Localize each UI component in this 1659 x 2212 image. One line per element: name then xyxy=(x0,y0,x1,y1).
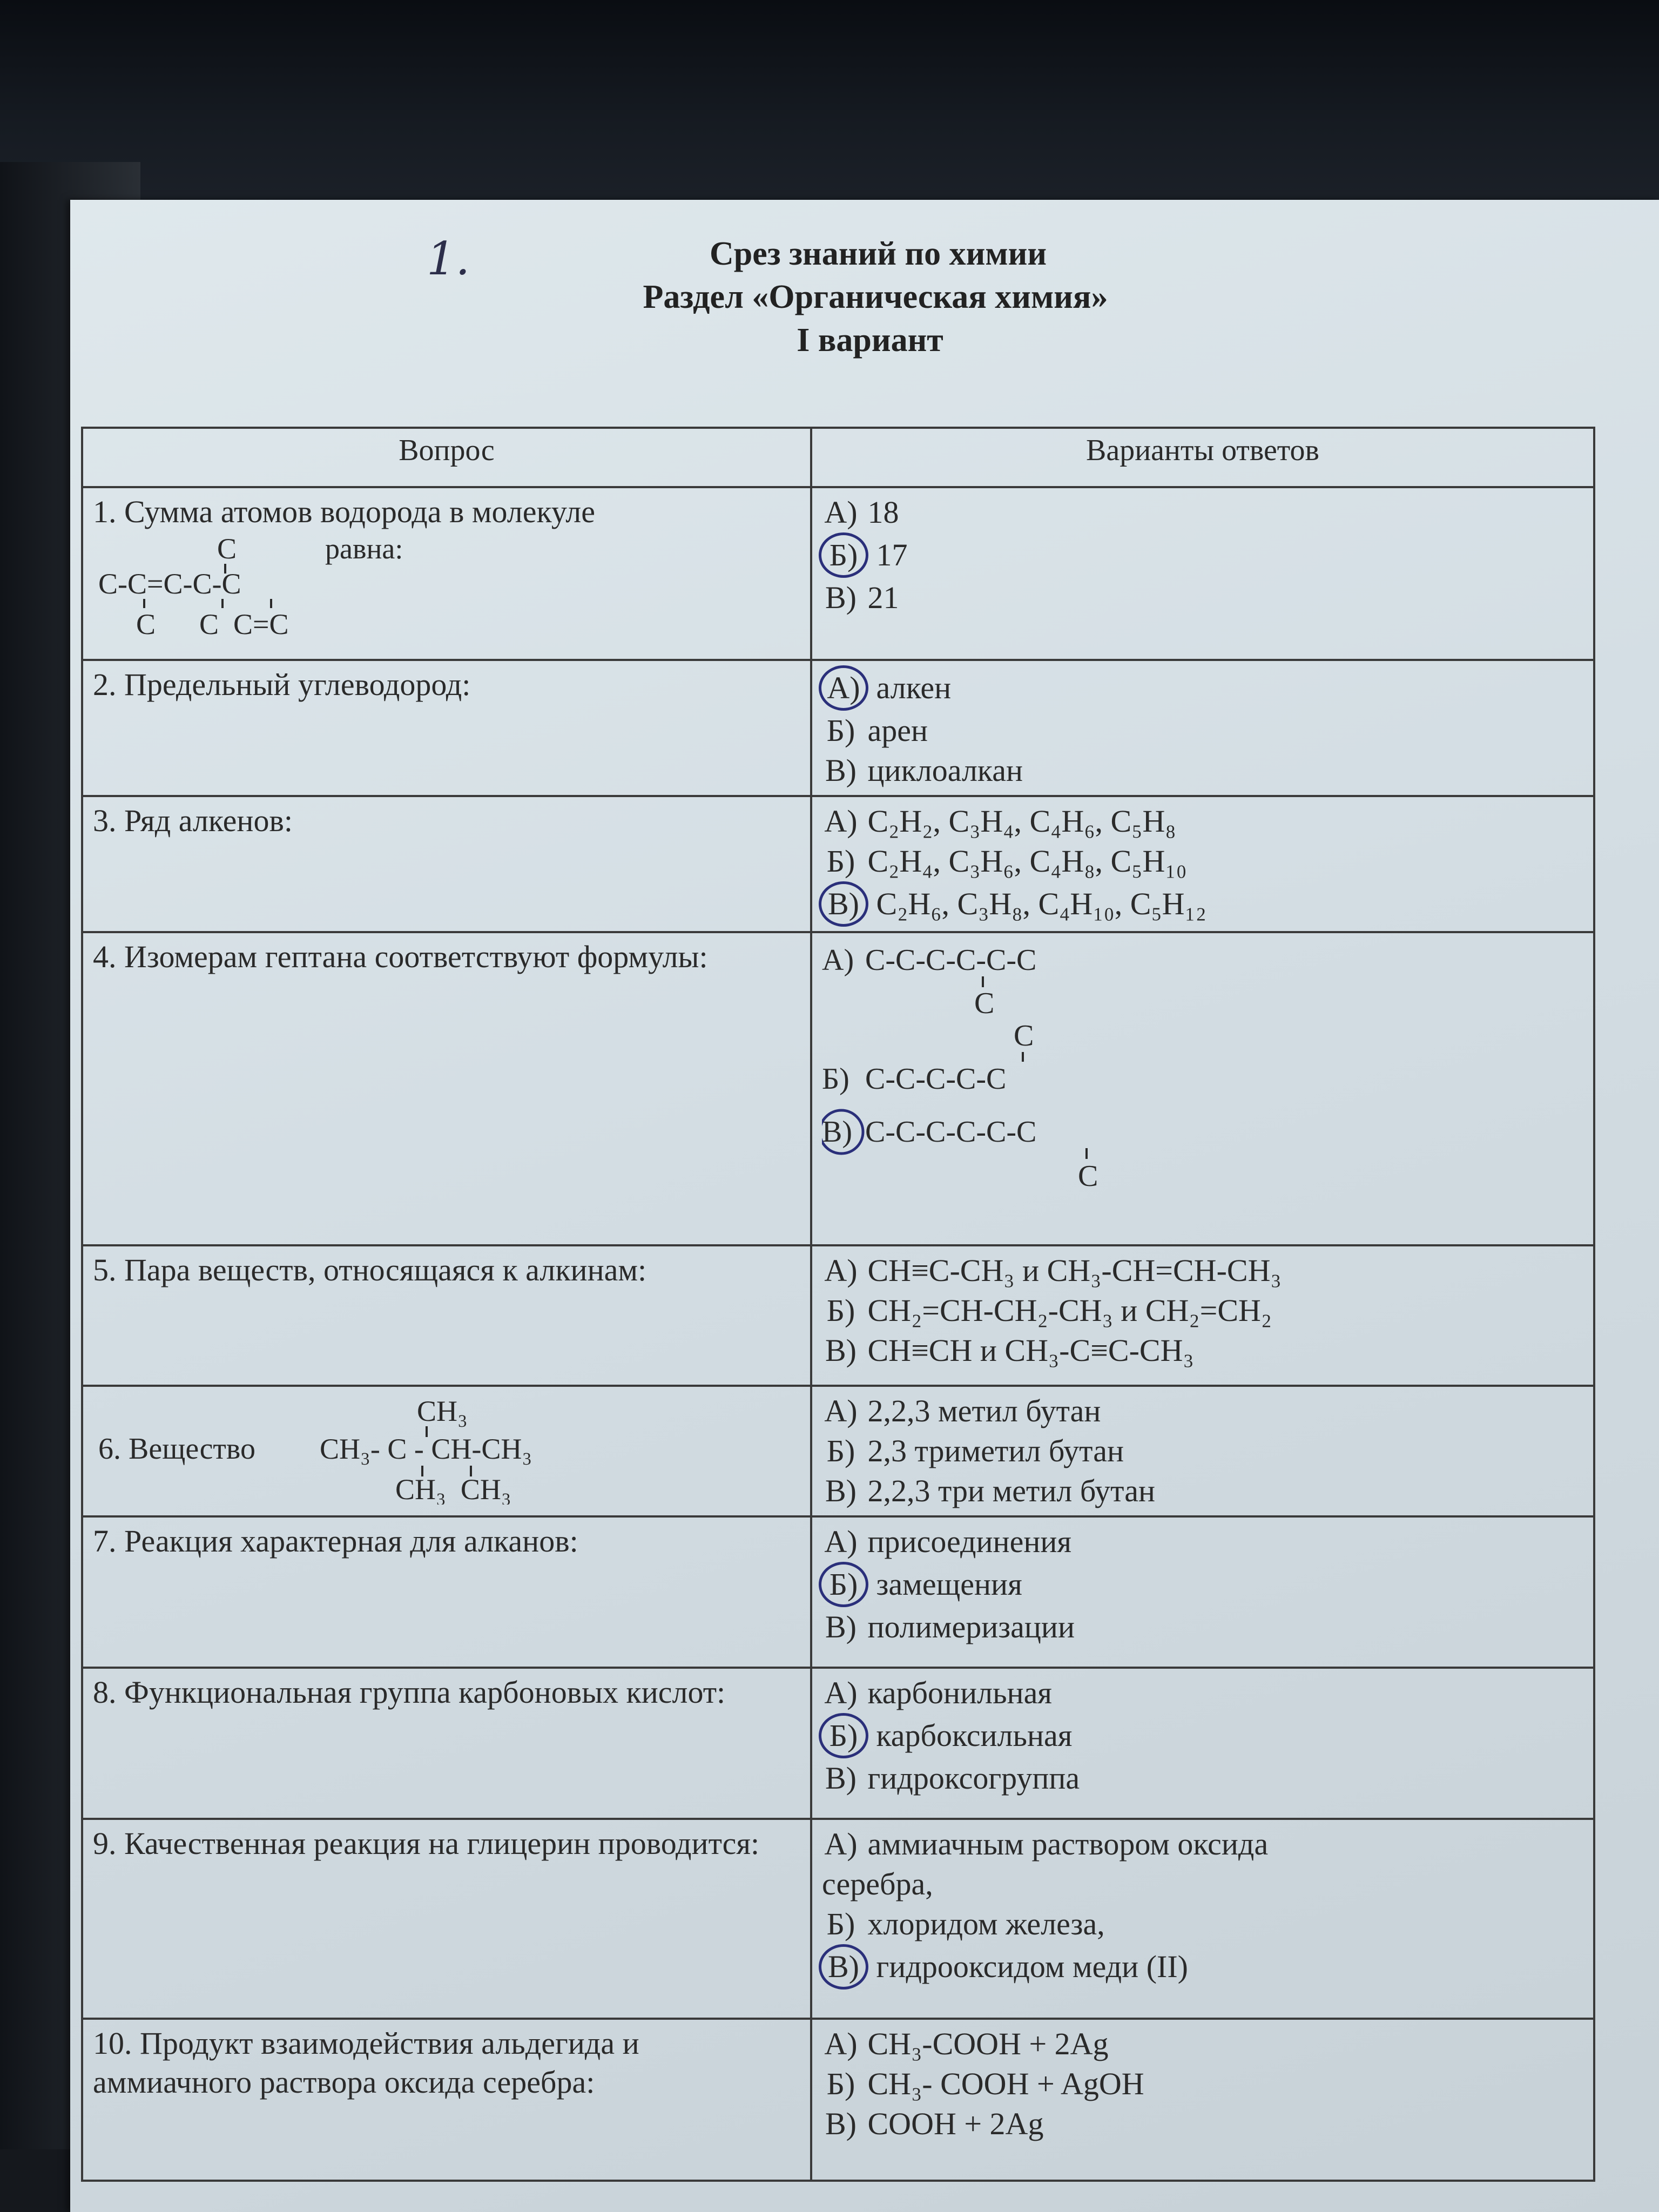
svg-text:C-C-C-C-C: C-C-C-C-C xyxy=(865,1062,1007,1096)
question-row xyxy=(82,487,1594,660)
answer-option: В) циклоалкан xyxy=(825,753,1023,788)
answer-option: А) присоединения xyxy=(824,1524,1072,1559)
answer-option: А) CH≡C-CH₃ и CH₃-CH=CH-CH₃ xyxy=(824,1253,1282,1288)
question-cell xyxy=(82,932,811,1245)
answer-option: Б) 2,3 триметил бутан xyxy=(826,1433,1124,1468)
answer-option: Б) хлоридом железа, xyxy=(826,1906,1105,1941)
svg-text:CH₃- C - CH-CH₃: CH₃- C - CH-CH₃ xyxy=(320,1433,532,1465)
answer-option: В) COOH + 2Ag xyxy=(825,2106,1044,2141)
question-cell xyxy=(82,1516,811,1668)
answer-option-selected: Б) карбоксильная xyxy=(822,1713,1583,1758)
isomer-option-a xyxy=(822,938,1583,1019)
question-text: 10. Продукт взаимодействия альдегида и аммиачного раствора оксида серебра: xyxy=(93,2026,639,2100)
svg-text:C: C xyxy=(1078,1159,1098,1191)
isomer-option-c-selected xyxy=(822,1100,1583,1191)
question-cell xyxy=(82,1386,811,1516)
question-row xyxy=(82,932,1594,1245)
answer-option: В) полимеризации xyxy=(825,1609,1075,1644)
answers-cell xyxy=(811,1386,1594,1516)
answer-option-selected: А) алкен xyxy=(822,665,1583,711)
header-variant: I вариант xyxy=(797,322,943,359)
svg-text:C: C xyxy=(1014,1019,1034,1053)
formula-main: C-C=C-C-C xyxy=(98,568,241,600)
answer-option: Б) C₂H₄, C₃H₆, C₄H₈, C₅H₁₀ xyxy=(826,844,1187,879)
answer-option: А) C₂H₂, C₃H₄, C₄H₆, C₅H₈ xyxy=(824,804,1176,839)
answer-option: А) аммиачным раствором оксида xyxy=(824,1826,1269,1862)
document-header xyxy=(0,232,1659,362)
question-text: 7. Реакция характерная для алканов: xyxy=(93,1523,578,1559)
formula-bottom: C C C=C xyxy=(136,608,289,639)
formula-top: C xyxy=(217,532,237,565)
header-title: Срез знаний по химии xyxy=(709,235,1047,272)
question-row xyxy=(82,2019,1594,2181)
answer-option: А) 18 xyxy=(824,495,899,530)
header-section: Раздел «Органическая химия» xyxy=(643,279,1108,315)
answers-cell xyxy=(811,1245,1594,1386)
svg-text:C-C-C-C-C-C: C-C-C-C-C-C xyxy=(865,1115,1037,1149)
question-cell xyxy=(82,2019,811,2181)
question-text: 2. Предельный углеводород: xyxy=(93,667,471,702)
question-row xyxy=(82,1245,1594,1386)
answers-cell xyxy=(811,1516,1594,1668)
question-row xyxy=(82,1386,1594,1516)
answer-option-continued: серебра, xyxy=(822,1866,933,1901)
answer-option-selected: В) C₂H₆, C₃H₈, C₄H₁₀, C₅H₁₂ xyxy=(822,881,1583,927)
answer-option: Б) CH₃- COOH + AgOH xyxy=(826,2066,1144,2101)
question-cell xyxy=(82,1245,811,1386)
question-text: 3. Ряд алкенов: xyxy=(93,803,293,838)
svg-text:C-C-C-C-C-C: C-C-C-C-C-C xyxy=(865,943,1037,977)
question-row xyxy=(82,796,1594,932)
answers-cell xyxy=(811,2019,1594,2181)
question-text: 8. Функциональная группа карбоновых кислот: xyxy=(93,1675,726,1710)
svg-text:В): В) xyxy=(822,1115,852,1149)
question-text: 1. Сумма атомов водорода в молекуле xyxy=(93,494,595,529)
svg-text:А): А) xyxy=(822,943,854,977)
answers-cell xyxy=(811,796,1594,932)
answer-option: А) CH₃-COOH + 2Ag xyxy=(824,2026,1109,2061)
question-cell xyxy=(82,1819,811,2019)
question-cell xyxy=(82,660,811,796)
answers-cell xyxy=(811,660,1594,796)
answers-cell xyxy=(811,1668,1594,1819)
test-table xyxy=(81,427,1595,2182)
structural-formula xyxy=(93,531,800,639)
answer-option: В) 21 xyxy=(825,580,899,615)
answer-option: Б) арен xyxy=(826,713,928,748)
answer-option: В) CH≡CH и CH₃-C≡C-CH₃ xyxy=(825,1333,1194,1368)
question-text: 6. Вещество xyxy=(98,1432,255,1466)
svg-text:CH₃ CH₃: CH₃ CH₃ xyxy=(395,1473,511,1505)
answers-cell xyxy=(811,487,1594,660)
question-text-continued: равна: xyxy=(325,532,403,565)
question-row xyxy=(82,1516,1594,1668)
answer-option: А) карбонильная xyxy=(824,1675,1052,1710)
answer-option: А) 2,2,3 метил бутан xyxy=(824,1393,1101,1428)
answer-option-selected: Б) 17 xyxy=(822,532,1583,578)
isomer-option-b xyxy=(822,1019,1583,1100)
answer-option-selected: Б) замещения xyxy=(822,1562,1583,1607)
answer-option: В) гидроксогруппа xyxy=(825,1761,1080,1796)
column-header-answers: Варианты ответов xyxy=(811,428,1594,487)
question-row xyxy=(82,1668,1594,1819)
question-text: 4. Изомерам гептана соответствуют формулы: xyxy=(93,939,708,974)
question-row xyxy=(82,660,1594,796)
answers-cell xyxy=(811,1819,1594,2019)
question-text: 5. Пара веществ, относящаяся к алкинам: xyxy=(93,1252,647,1287)
table-header-row xyxy=(82,428,1594,487)
question-cell xyxy=(82,796,811,932)
question-cell xyxy=(82,1668,811,1819)
question-text: 9. Качественная реакция на глицерин проводится: xyxy=(93,1826,760,1861)
answer-option: В) 2,2,3 три метил бутан xyxy=(825,1473,1156,1508)
answer-option-selected: В) гидрооксидом меди (II) xyxy=(822,1944,1583,1990)
question-cell xyxy=(82,487,811,660)
question-row xyxy=(82,1819,1594,2019)
desk-background xyxy=(0,0,1659,227)
column-header-question: Вопрос xyxy=(82,428,811,487)
answer-option: Б) CH₂=CH-CH₂-CH₃ и CH₂=CH₂ xyxy=(826,1293,1272,1328)
svg-text:C: C xyxy=(974,987,995,1019)
answers-cell xyxy=(811,932,1594,1245)
svg-text:Б): Б) xyxy=(822,1062,849,1096)
structural-formula xyxy=(93,1391,800,1505)
handwritten-page-number: 1. xyxy=(427,232,470,285)
svg-text:CH₃: CH₃ xyxy=(417,1395,468,1427)
